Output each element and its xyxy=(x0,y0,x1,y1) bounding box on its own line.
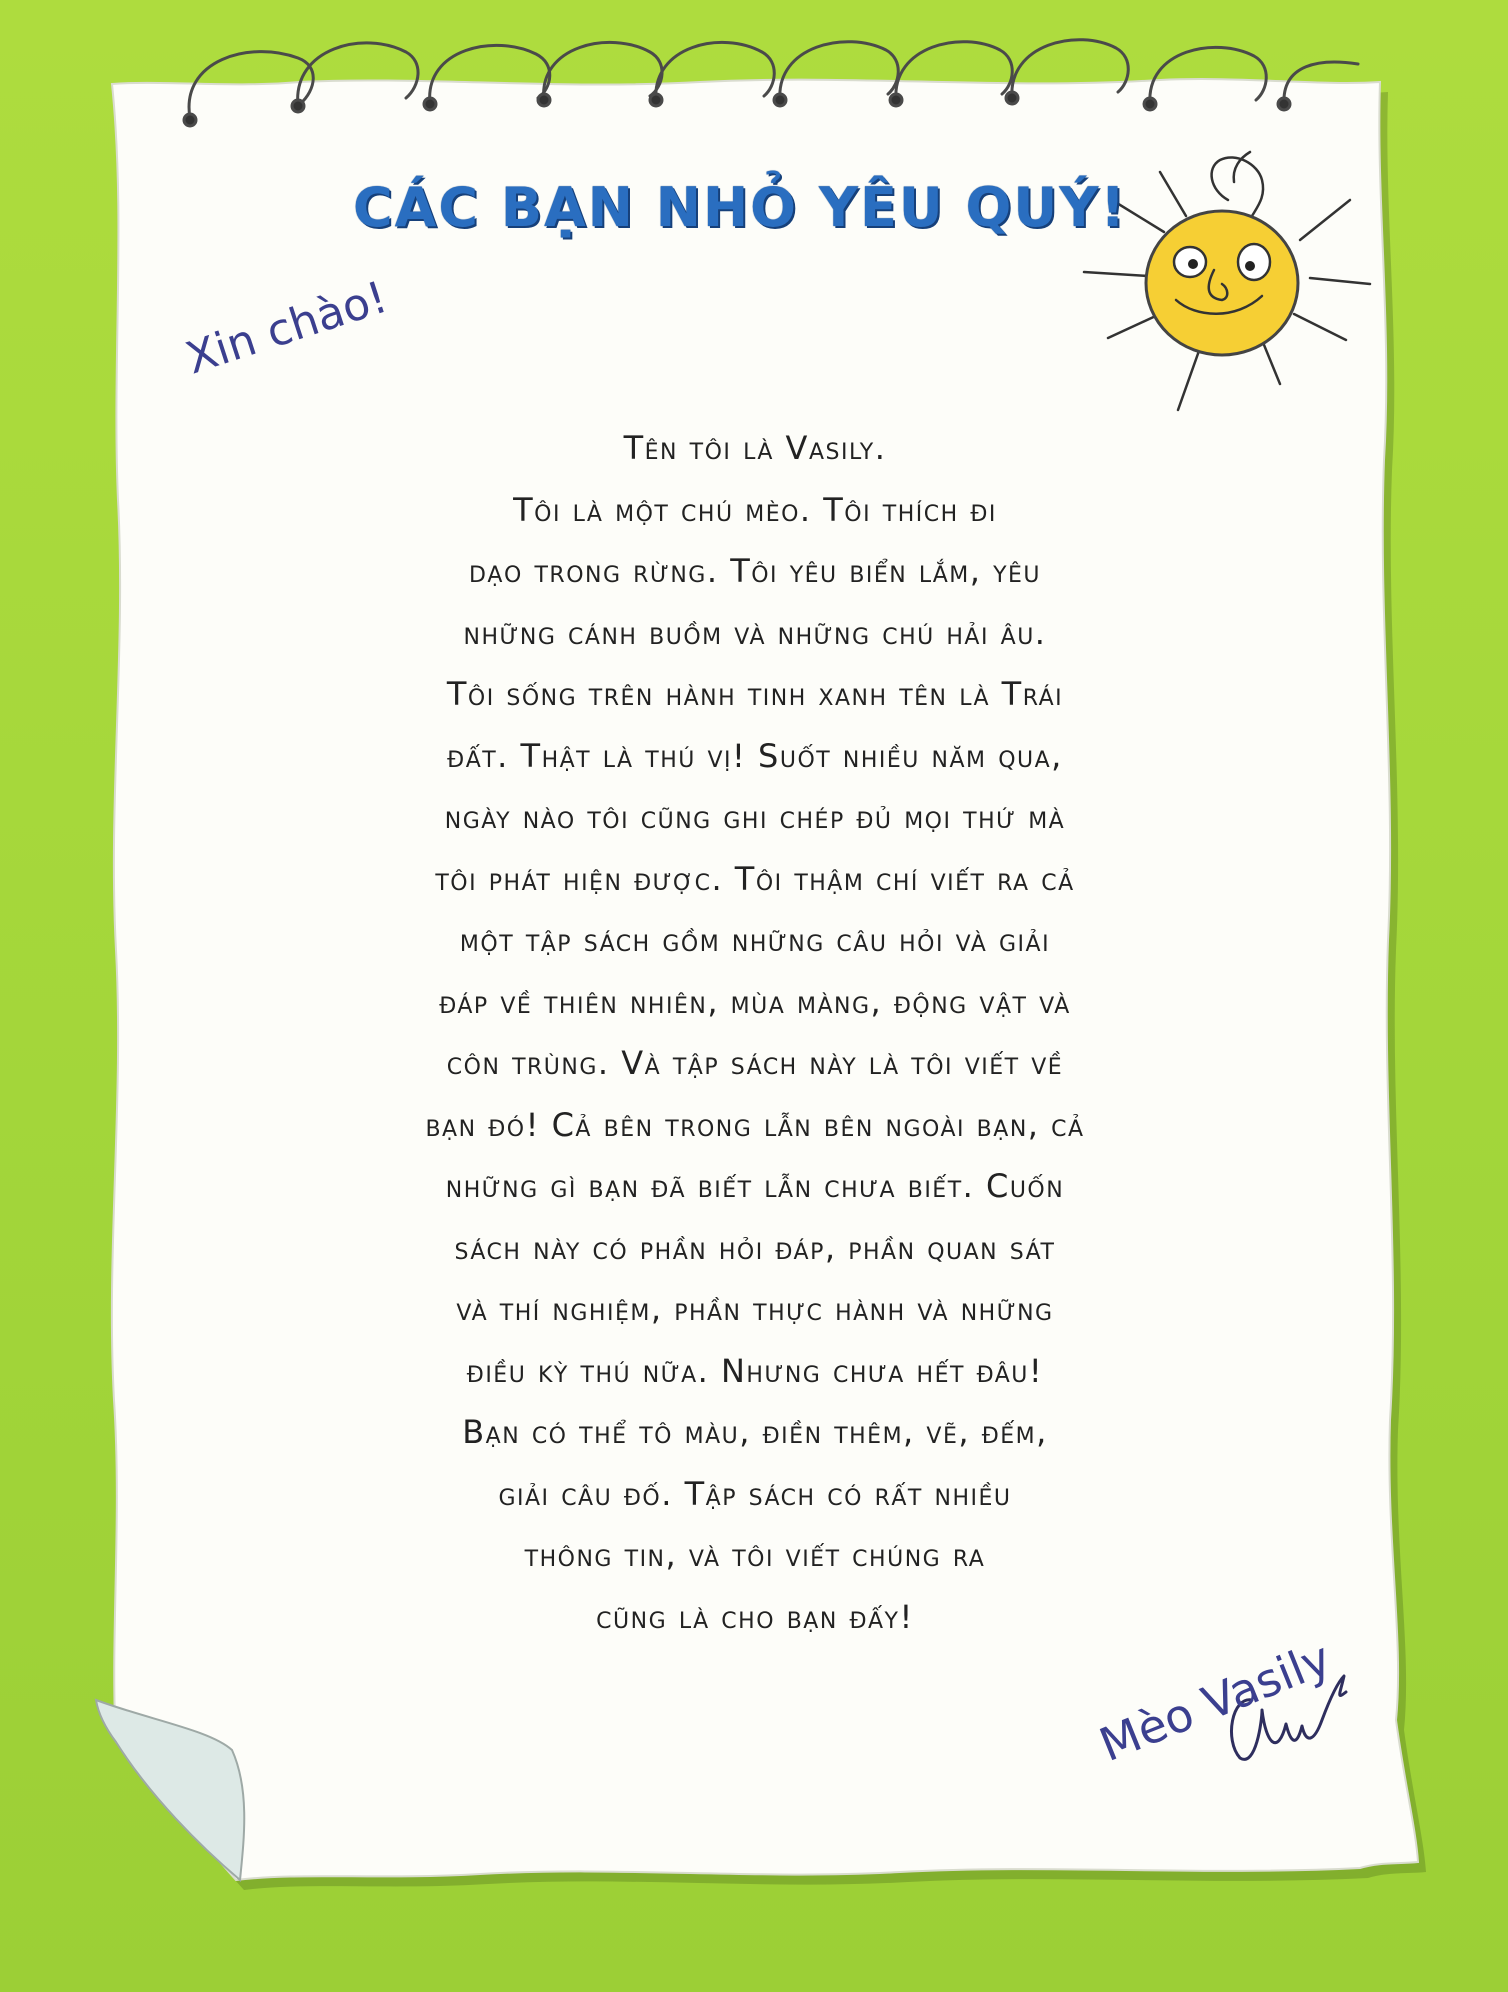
letter-body xyxy=(320,418,1190,1648)
body-line: những cánh buồm và những chú hải âu. xyxy=(463,613,1047,652)
body-line: Tôi là một chú mèo. Tôi thích đi xyxy=(513,490,997,529)
body-line: điều kỳ thú nữa. Nhưng chưa hết đâu! xyxy=(466,1351,1044,1390)
signature-handwriting: Mèo Vasily xyxy=(1092,1630,1339,1773)
body-line: Tôi sống trên hành tinh xanh tên là Trái xyxy=(446,675,1064,713)
body-line: cũng là cho bạn đấy! xyxy=(596,1597,914,1636)
body-line: bạn đó! Cả bên trong lẫn bên ngoài bạn, cả xyxy=(425,1105,1085,1144)
body-line: đáp về thiên nhiên, mùa màng, động vật và xyxy=(439,982,1071,1021)
body-line: tôi phát hiện được. Tôi thậm chí viết ra cả xyxy=(435,859,1075,898)
body-line: đất. Thật là thú vị! Suốt nhiều năm qua, xyxy=(447,736,1063,775)
body-line: ngày nào tôi cũng ghi chép đủ mọi thứ mà xyxy=(444,798,1066,836)
body-line: Bạn có thể tô màu, điền thêm, vẽ, đếm, xyxy=(462,1413,1048,1451)
body-line: sách này có phần hỏi đáp, phần quan sát xyxy=(454,1228,1056,1267)
body-line: Tên tôi là Vasily. xyxy=(623,429,887,467)
body-line: dạo trong rừng. Tôi yêu biển lắm, yêu xyxy=(468,552,1042,590)
page-title: CÁC BẠN NHỎ YÊU QUÝ! xyxy=(352,176,1127,239)
body-line: côn trùng. Và tập sách này là tôi viết về xyxy=(446,1044,1064,1082)
body-line: thông tin, và tôi viết chúng ra xyxy=(524,1536,986,1574)
body-line: một tập sách gồm những câu hỏi và giải xyxy=(459,921,1051,959)
body-line: và thí nghiệm, phần thực hành và những xyxy=(456,1290,1054,1328)
greeting-handwriting: Xin chào! xyxy=(180,271,394,385)
body-line: giải câu đố. Tập sách có rất nhiều xyxy=(498,1474,1012,1513)
body-line: những gì bạn đã biết lẫn chưa biết. Cuốn xyxy=(445,1167,1065,1205)
